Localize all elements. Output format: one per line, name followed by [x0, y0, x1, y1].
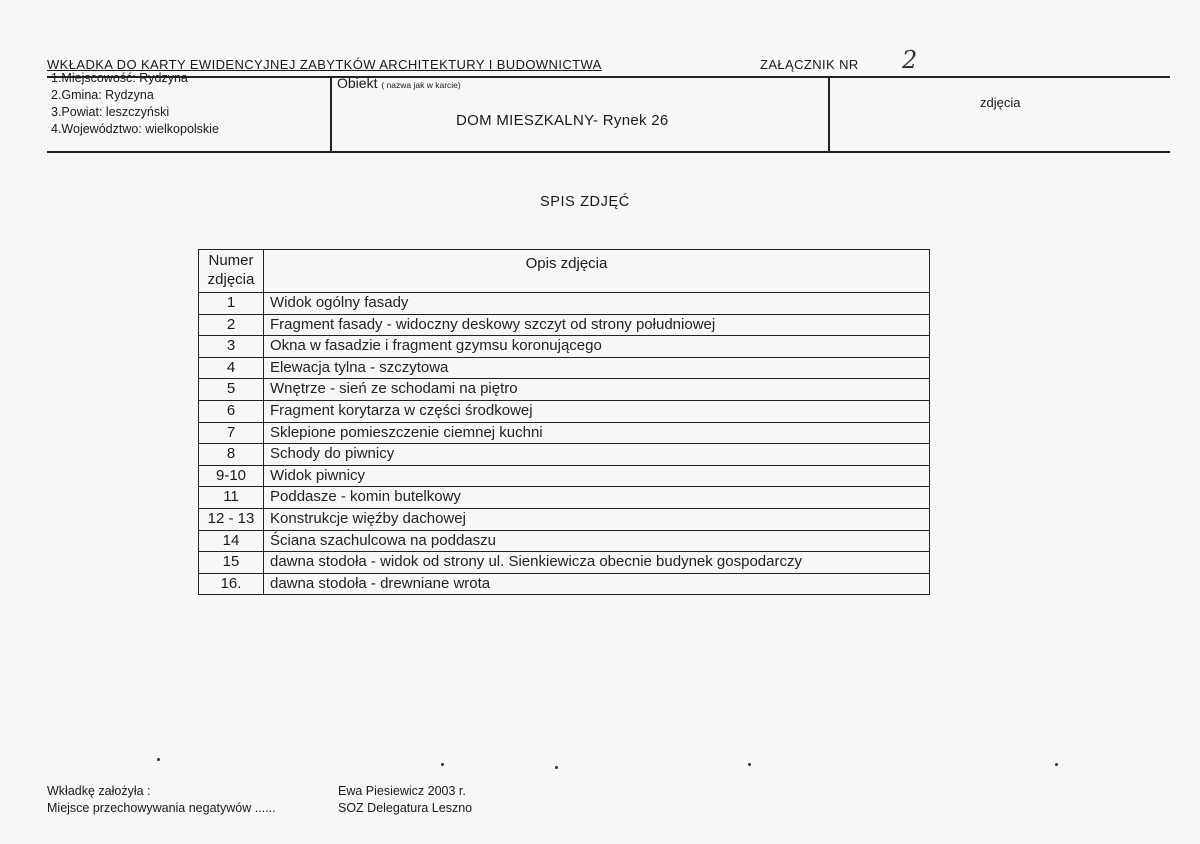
- scan-speck: [555, 766, 558, 769]
- form-title: WKŁADKA DO KARTY EWIDENCYJNEJ ZABYTKÓW ARCHITEKTURY I BUDOWNICTWA: [47, 57, 602, 72]
- annex-label: ZAŁĄCZNIK NR: [760, 57, 859, 72]
- negatives-storage-label: Miejsce przechowywania negatywów ......: [47, 801, 276, 815]
- scan-speck: [1055, 763, 1058, 766]
- header-divider-left: [330, 77, 332, 151]
- photo-description: Wnętrze - sień ze schodami na piętro: [270, 380, 518, 398]
- section-label: zdjęcia: [980, 95, 1021, 110]
- header-top-rule: [47, 76, 1170, 78]
- photo-number: 2: [199, 315, 264, 336]
- photo-description: Widok piwnicy: [270, 466, 366, 484]
- table-row: [199, 379, 929, 401]
- photo-number: 9-10: [199, 466, 264, 487]
- photo-description: Elewacja tylna - szczytowa: [270, 358, 449, 376]
- photo-description: Poddasze - komin butelkowy: [270, 488, 461, 506]
- photo-number: 4: [199, 358, 264, 379]
- location-commune: 2.Gmina: Rydzyna: [51, 88, 154, 102]
- location-province: 4.Województwo: wielkopolskie: [51, 122, 219, 136]
- object-label-note: ( nazwa jak w karcie): [381, 80, 461, 90]
- table-row: [199, 336, 929, 358]
- photo-description: Konstrukcje więźby dachowej: [270, 509, 466, 527]
- table-row: [199, 552, 929, 574]
- table-row: [199, 466, 929, 488]
- negatives-storage-value: SOZ Delegatura Leszno: [338, 801, 473, 815]
- photo-number: 1: [199, 293, 264, 314]
- column-header-number: Numer zdjęcia: [199, 250, 264, 292]
- scan-speck: [441, 763, 444, 766]
- scan-speck: [157, 758, 160, 761]
- photo-description: Fragment korytarza w części środkowej: [270, 401, 533, 419]
- photo-number: 12 - 13: [199, 509, 264, 530]
- table-header: [199, 250, 929, 293]
- photo-description: Schody do piwnicy: [270, 445, 395, 463]
- photo-list-table: [198, 249, 930, 595]
- photo-description: dawna stodoła - drewniane wrota: [270, 574, 491, 592]
- column-header-description: Opis zdjęcia: [525, 255, 608, 272]
- photo-number: 7: [199, 423, 264, 444]
- photo-description: Widok ogólny fasady: [270, 294, 409, 311]
- table-row: [199, 401, 929, 423]
- photo-description: Fragment fasady - widoczny deskowy szczyt od strony południowej: [270, 315, 716, 333]
- photo-number: 6: [199, 401, 264, 422]
- photo-description: Okna w fasadzie i fragment gzymsu koronującego: [270, 337, 602, 355]
- header-divider-right: [828, 77, 830, 151]
- footer-labels: [47, 783, 276, 817]
- location-county: 3.Powiat: leszczyński: [51, 105, 170, 119]
- photo-description: dawna stodoła - widok od strony ul. Sienkiewicza obecnie budynek gospodarczy: [270, 553, 802, 571]
- table-row: [199, 509, 929, 531]
- table-row: [199, 574, 929, 595]
- table-row: [199, 423, 929, 445]
- photo-description: Sklepione pomieszczenie ciemnej kuchni: [270, 423, 543, 441]
- footer-values: [338, 783, 472, 817]
- table-row: [199, 293, 929, 315]
- object-label: Obiekt ( nazwa jak w karcie): [337, 75, 461, 91]
- created-by-value: Ewa Piesiewicz 2003 r.: [338, 784, 466, 798]
- photo-number: 16.: [199, 574, 264, 595]
- photo-number: 8: [199, 444, 264, 465]
- table-row: [199, 315, 929, 337]
- location-town: 1.Miejscowość: Rydzyna: [51, 71, 188, 85]
- photo-number: 14: [199, 531, 264, 552]
- table-row: [199, 358, 929, 380]
- scan-speck: [748, 763, 751, 766]
- object-name: DOM MIESZKALNY- Rynek 26: [456, 112, 669, 129]
- table-row: [199, 487, 929, 509]
- table-row: [199, 531, 929, 553]
- header-bottom-rule: [47, 151, 1170, 153]
- photo-number: 3: [199, 336, 264, 357]
- created-by-label: Wkładkę założyła :: [47, 784, 151, 798]
- annex-number: 2: [902, 46, 918, 74]
- table-row: [199, 444, 929, 466]
- photo-number: 15: [199, 552, 264, 573]
- photo-description: Ściana szachulcowa na poddaszu: [270, 531, 496, 549]
- photo-number: 11: [199, 487, 264, 508]
- photo-number: 5: [199, 379, 264, 400]
- list-title: SPIS ZDJĘĆ: [540, 194, 630, 210]
